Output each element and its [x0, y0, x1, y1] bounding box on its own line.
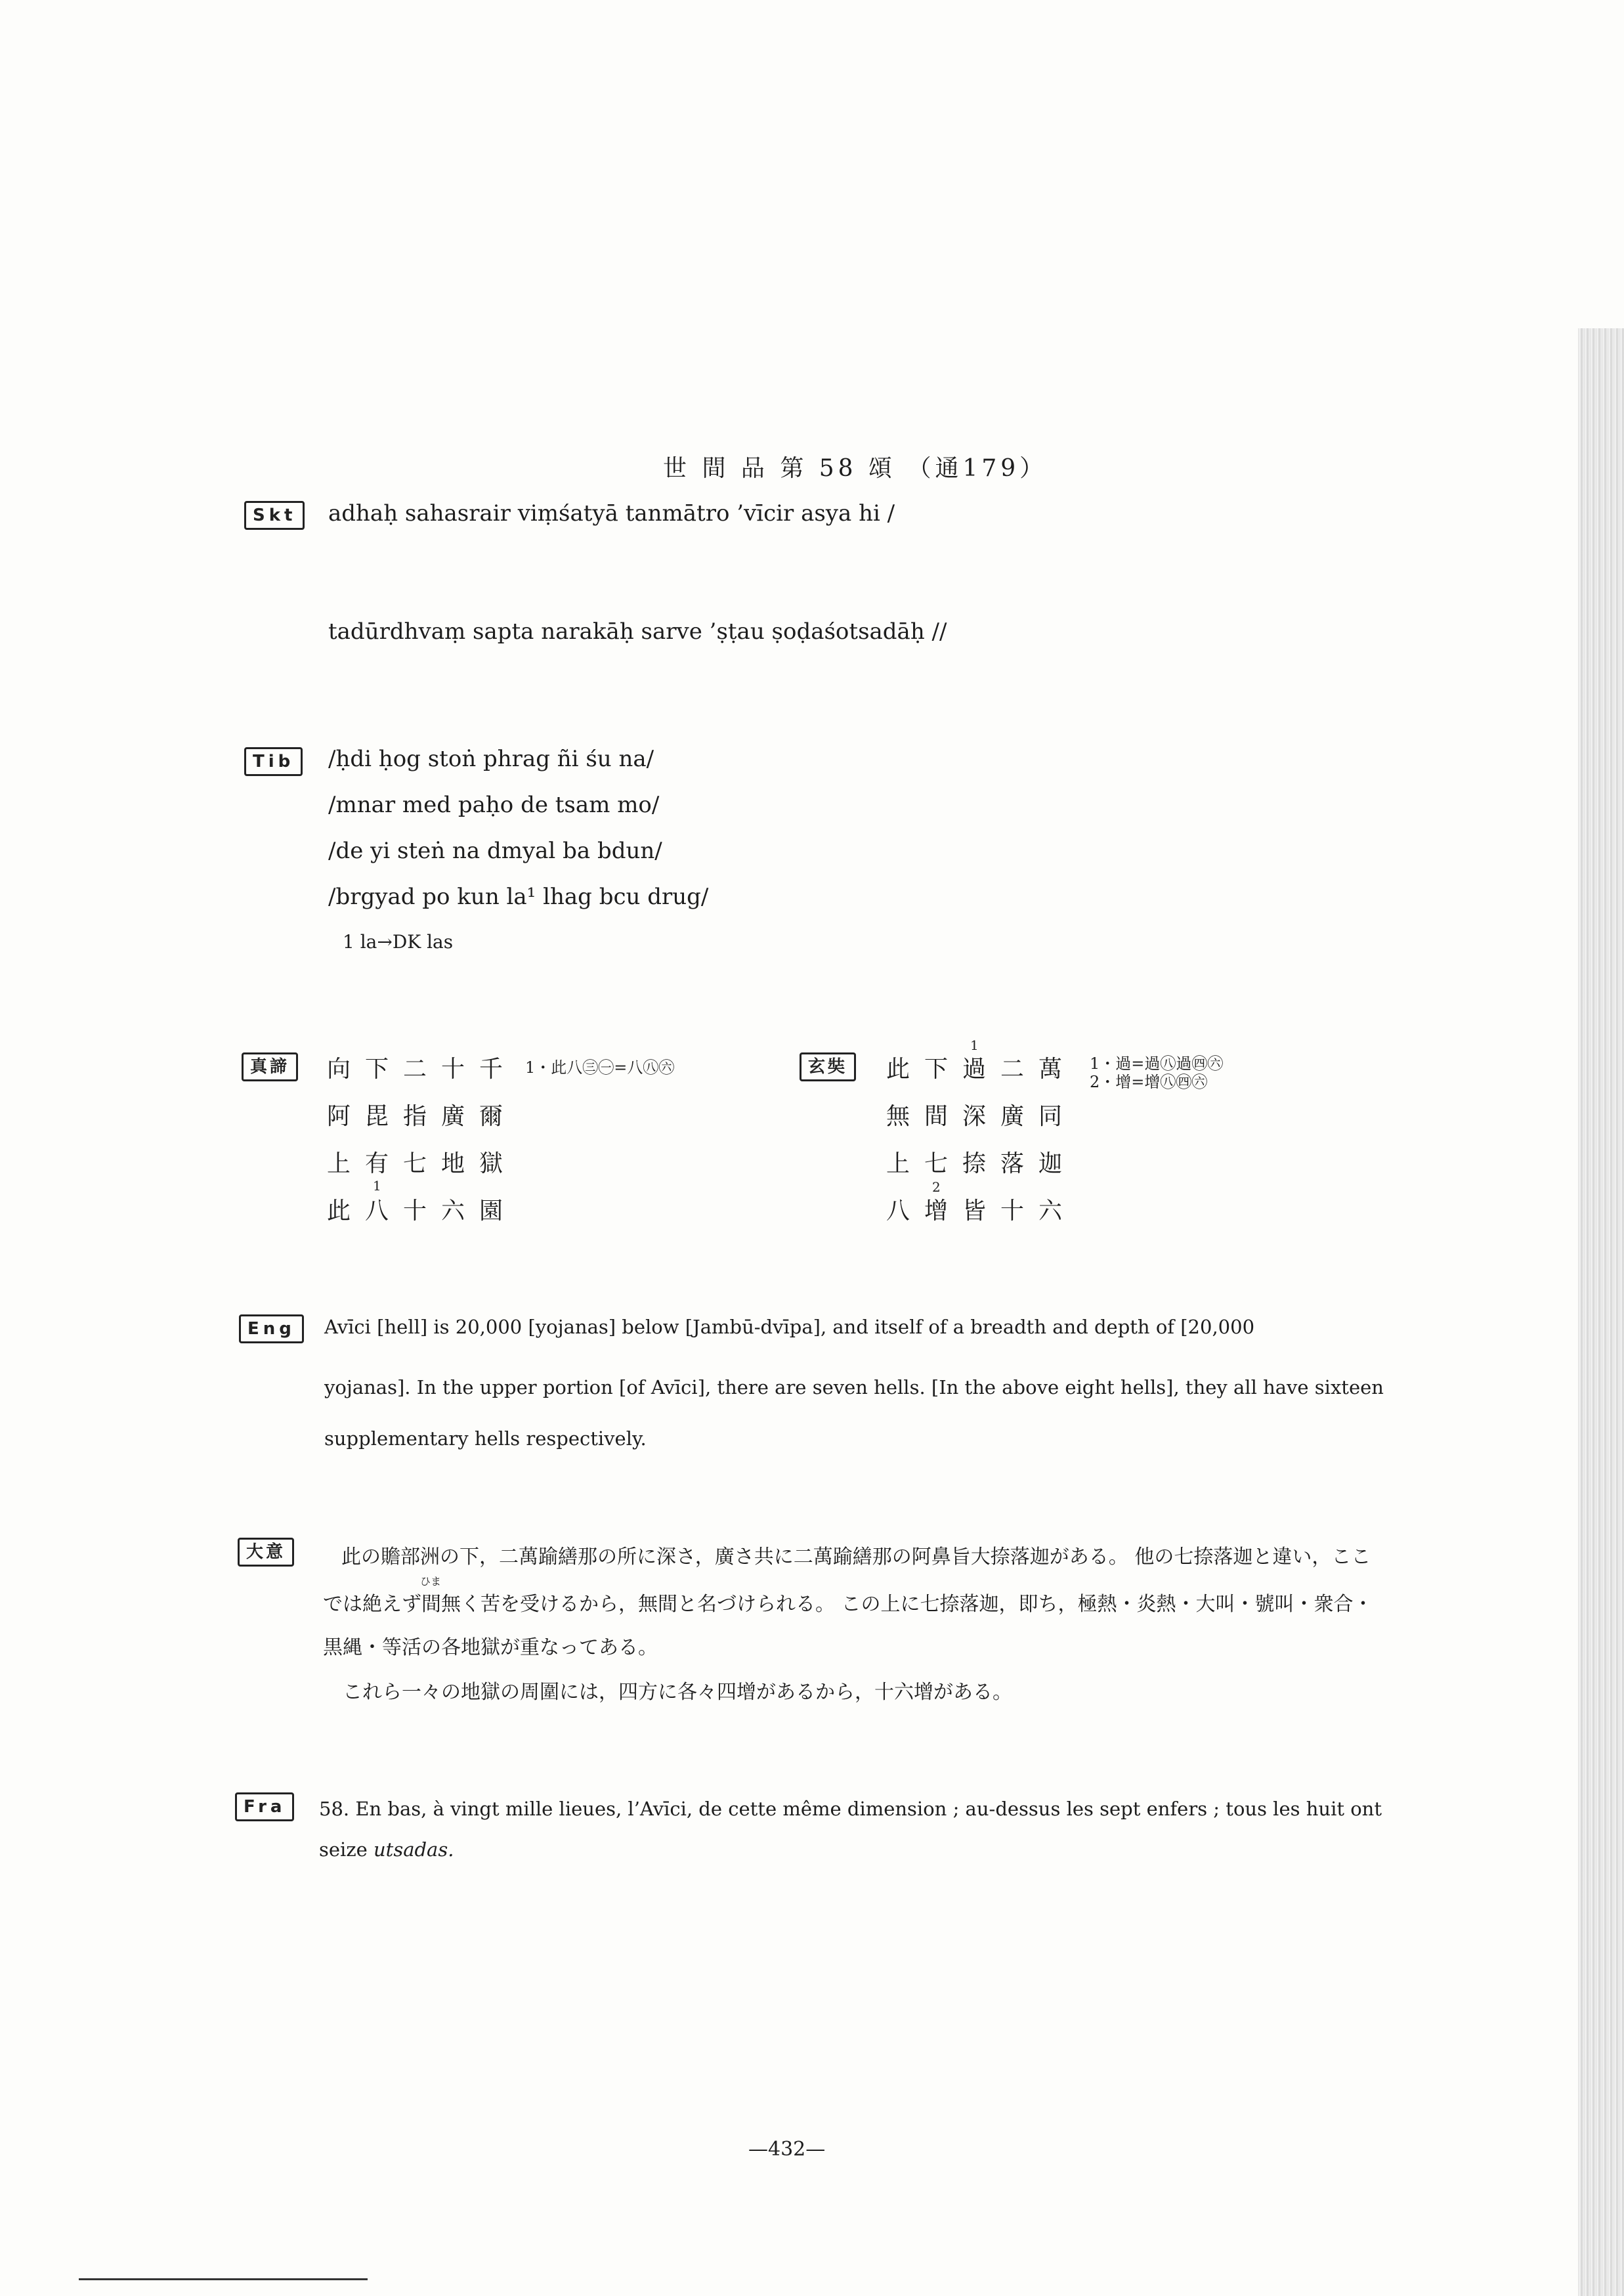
paramartha-superscript: 1	[373, 1178, 381, 1194]
xuanzang-superscript-1: 1	[970, 1037, 979, 1053]
jp-line-4: これら一々の地獄の周圍には，四方に各々四增があるから，十六增がある。	[343, 1681, 1012, 1704]
xuanzang-line-1: 此下過二萬	[886, 1056, 1077, 1083]
xuanzang-line-4: 八增皆十六	[886, 1198, 1077, 1224]
eng-line-1: Avīci [hell] is 20,000 [yojanas] below [Jambū-dvīpa], and itself of a breadth and depth of [20,000	[324, 1316, 1255, 1338]
tib-tag: Tib	[244, 747, 303, 776]
paramartha-note: 1・此八㊂㊀=八㊇㊅	[525, 1058, 675, 1077]
fra-line-2-italic: utsadas.	[373, 1838, 454, 1861]
jp-line-1: 此の贍部洲の下，二萬踰繕那の所に深さ，廣さ共に二萬踰繕那の阿鼻旨大捺落迦がある。 他の七捺落迦と違い，ここ	[341, 1546, 1371, 1569]
skt-tag: Skt	[244, 501, 305, 530]
jp-line-3: 黒縄・等活の各地獄が重なってある。	[323, 1636, 658, 1659]
paramartha-line-1: 向下二十千	[327, 1056, 518, 1083]
eng-line-2: yojanas]. In the upper portion [of Avīci], there are seven hells. [In the above eight hells], they all have sixteen	[324, 1376, 1384, 1398]
tib-line-2: /mnar med paḥo de tsam mo/	[328, 792, 660, 818]
xuanzang-line-2: 無間深廣同	[886, 1103, 1077, 1130]
jp-tag: 大意	[238, 1538, 294, 1567]
paramartha-line-4: 此八十六園	[327, 1198, 518, 1224]
tib-note: 1 la→DK las	[343, 931, 454, 953]
eng-line-3: supplementary hells respectively.	[324, 1427, 647, 1450]
xuanzang-note-2: 2・增=增㊇㊃㊅	[1090, 1073, 1208, 1091]
fra-line-2	[319, 1838, 454, 1861]
footer-rule	[79, 2278, 368, 2280]
fra-tag: Fra	[235, 1792, 294, 1821]
jp-line-2: では絶えず間無く苦を受けるから，無間と名づけられる。 この上に七捺落迦，即ち，極熱・炎熱・大叫・號叫・衆合・	[323, 1593, 1373, 1616]
fra-line-1: 58. En bas, à vingt mille lieues, l’Avīci, de cette même dimension ; au-dessus les sept enfers ; tous les huit ont	[319, 1798, 1382, 1820]
xuanzang-superscript-2: 2	[932, 1179, 941, 1195]
xuanzang-note-1: 1・過=過㊇過㊃㊅	[1090, 1054, 1224, 1073]
jp-ruby: ひま	[420, 1575, 442, 1588]
xuanzang-tag: 玄奘	[800, 1052, 856, 1081]
paramartha-tag: 真諦	[242, 1052, 298, 1081]
scan-edge-texture	[1578, 328, 1624, 2296]
page-number: —432—	[748, 2138, 826, 2161]
paramartha-line-3: 上有七地獄	[327, 1150, 518, 1177]
paramartha-line-2: 阿毘指廣爾	[327, 1103, 518, 1130]
skt-line-2: tadūrdhvaṃ sapta narakāḥ sarve ’ṣṭau ṣoḍaśotsadāḥ //	[328, 618, 947, 645]
fra-line-2-prefix: seize	[319, 1838, 368, 1861]
page-heading: 世 間 品 第 58 頌 （通179）	[663, 455, 1048, 482]
tib-line-3: /de yi steṅ na dmyal ba bdun/	[328, 838, 662, 864]
tib-line-4: /brgyad po kun la¹ lhag bcu drug/	[328, 884, 709, 910]
xuanzang-line-3: 上七捺落迦	[886, 1150, 1077, 1177]
eng-tag: Eng	[239, 1314, 304, 1343]
tib-line-1: /ḥdi ḥog stoṅ phrag ñi śu na/	[328, 746, 654, 772]
skt-line-1: adhaḥ sahasrair viṃśatyā tanmātro ’vīcir asya hi /	[328, 500, 895, 527]
